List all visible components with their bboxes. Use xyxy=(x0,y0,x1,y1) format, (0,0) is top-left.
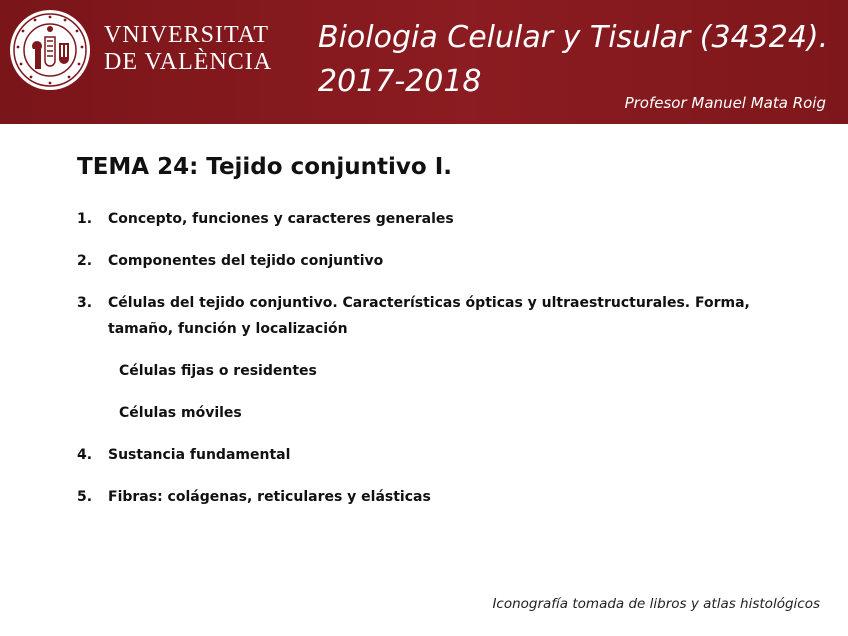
course-title xyxy=(318,16,828,104)
topic-number: 1. xyxy=(77,211,93,227)
topic-heading: TEMA 24: Tejido conjuntivo I. xyxy=(77,154,452,180)
spacer xyxy=(77,426,817,442)
professor-name: Profesor Manuel Mata Roig xyxy=(624,94,826,112)
course-title-line-1: Biologia Celular y Tisular (34324). xyxy=(318,20,829,55)
topic-item xyxy=(77,206,817,232)
university-seal-icon xyxy=(9,9,91,91)
subtopic-item: Células móviles xyxy=(119,405,242,421)
topic-text: Componentes del tejido conjuntivo xyxy=(108,253,384,269)
university-logo-text xyxy=(104,22,272,76)
topic-text: Fibras: colágenas, reticulares y elásticas xyxy=(108,489,431,505)
topic-item xyxy=(77,248,817,274)
header-banner xyxy=(0,0,848,124)
topic-item xyxy=(77,442,817,468)
spacer xyxy=(77,274,817,290)
subtopic-item: Células fijas o residentes xyxy=(119,363,317,379)
spacer xyxy=(77,384,817,400)
topic-text: Sustancia fundamental xyxy=(108,447,291,463)
course-title-line-2: 2017-2018 xyxy=(318,64,482,99)
logo-line-2: DE VALÈNCIA xyxy=(104,49,273,75)
spacer xyxy=(77,468,817,484)
topic-item xyxy=(77,484,817,510)
spacer xyxy=(77,342,817,358)
topic-list xyxy=(77,206,817,510)
topic-text: Células del tejido conjuntivo. Características ópticas y ultraestructurales. Forma, tamaño, función y localización xyxy=(108,295,750,337)
topic-number: 3. xyxy=(77,295,93,311)
topic-number: 2. xyxy=(77,253,93,269)
topic-number: 4. xyxy=(77,447,93,463)
topic-text: Concepto, funciones y caracteres generales xyxy=(108,211,454,227)
topic-item xyxy=(77,290,817,342)
source-credit: Iconografía tomada de libros y atlas histológicos xyxy=(492,596,820,612)
logo-line-1: VNIVERSITAT xyxy=(104,22,270,48)
topic-number: 5. xyxy=(77,489,93,505)
spacer xyxy=(77,232,817,248)
